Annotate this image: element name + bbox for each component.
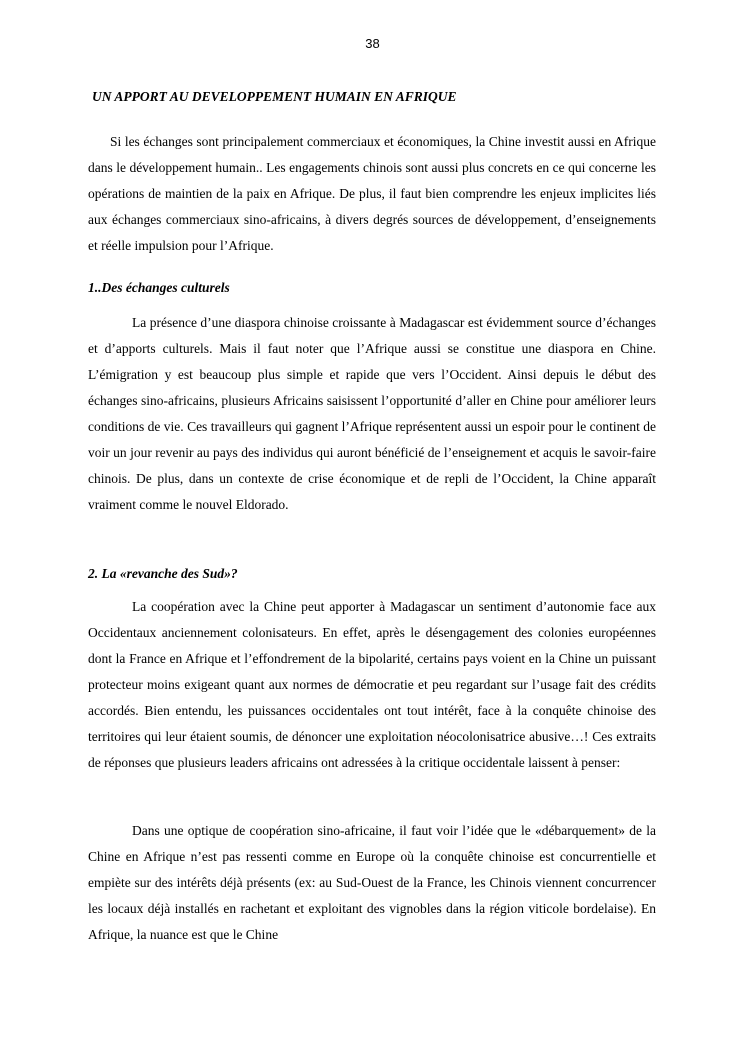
- subsection-title-1: 1..Des échanges culturels: [88, 280, 230, 295]
- page-number: 38: [365, 36, 380, 51]
- section-heading: UN APPORT AU DEVELOPPEMENT HUMAIN EN AFRIQUE: [92, 89, 457, 104]
- subsection-title-2: 2. La «revanche des Sud»?: [88, 566, 238, 581]
- section1-paragraph: La présence d’une diaspora chinoise croissante à Madagascar est évidemment source d’échanges et d’apports culturels. Mais il faut noter que l’Afrique aussi se constitue une diaspora en Chine. L’émigration y est beaucoup plus simple et rapide que vers l’Occident. Ainsi depuis le début des échanges sino-africains, plusieurs Africains saisissent l’opportunité d’aller en Chine pour améliorer leurs conditions de vie. Ces travailleurs qui gagnent l’Afrique représentent aussi un espoir pour le continent de voir un jour revenir au pays des individus qui auront bénéficié de l’enseignement et acquis le savoir-faire chinois. De plus, dans un contexte de crise économique et de repli de l’Occident, la Chine apparaît vraiment comme le nouvel Eldorado.: [88, 315, 656, 512]
- section2-paragraph-1: La coopération avec la Chine peut apporter à Madagascar un sentiment d’autonomie face aux Occidentaux anciennement colonisateurs. En effet, après le désengagement des colonies européennes dont la France en Afrique et l’effondrement de la bipolarité, certains pays voient en la Chine un puissant protecteur moins exigeant quant aux normes de démocratie et peu regardant sur l’usage fait des crédits accordés. Bien entendu, les puissances occidentales ont tout intérêt, face à la conquête chinoise des territoires qui leur étaient soumis, de dénoncer une exploitation néocolonisatrice abusive…! Ces extraits de réponses que plusieurs leaders africains ont adressées à la critique occidentale laissent à penser:: [88, 599, 656, 770]
- section2-paragraph-2: Dans une optique de coopération sino-africaine, il faut voir l’idée que le «débarquement» de la Chine en Afrique n’est pas ressenti comme en Europe où la conquête chinoise est concurrentielle et empiète sur des intérêts déjà présents (ex: au Sud-Ouest de la France, les Chinois viennent concurrencer les locaux déjà installés en rachetant et exploitant des vignobles dans la région viticole bordelaise). En Afrique, la nuance est que le Chine: [88, 823, 656, 942]
- intro-paragraph: Si les échanges sont principalement commerciaux et économiques, la Chine investit aussi en Afrique dans le développement humain.. Les engagements chinois sont aussi plus concrets en ce qui concerne les opérations de maintien de la paix en Afrique. De plus, il faut bien comprendre les enjeux implicites liés aux échanges commerciaux sino-africains, à divers degrés sources de développement, d’enseignements et réelle impulsion pour l’Afrique.: [88, 134, 656, 253]
